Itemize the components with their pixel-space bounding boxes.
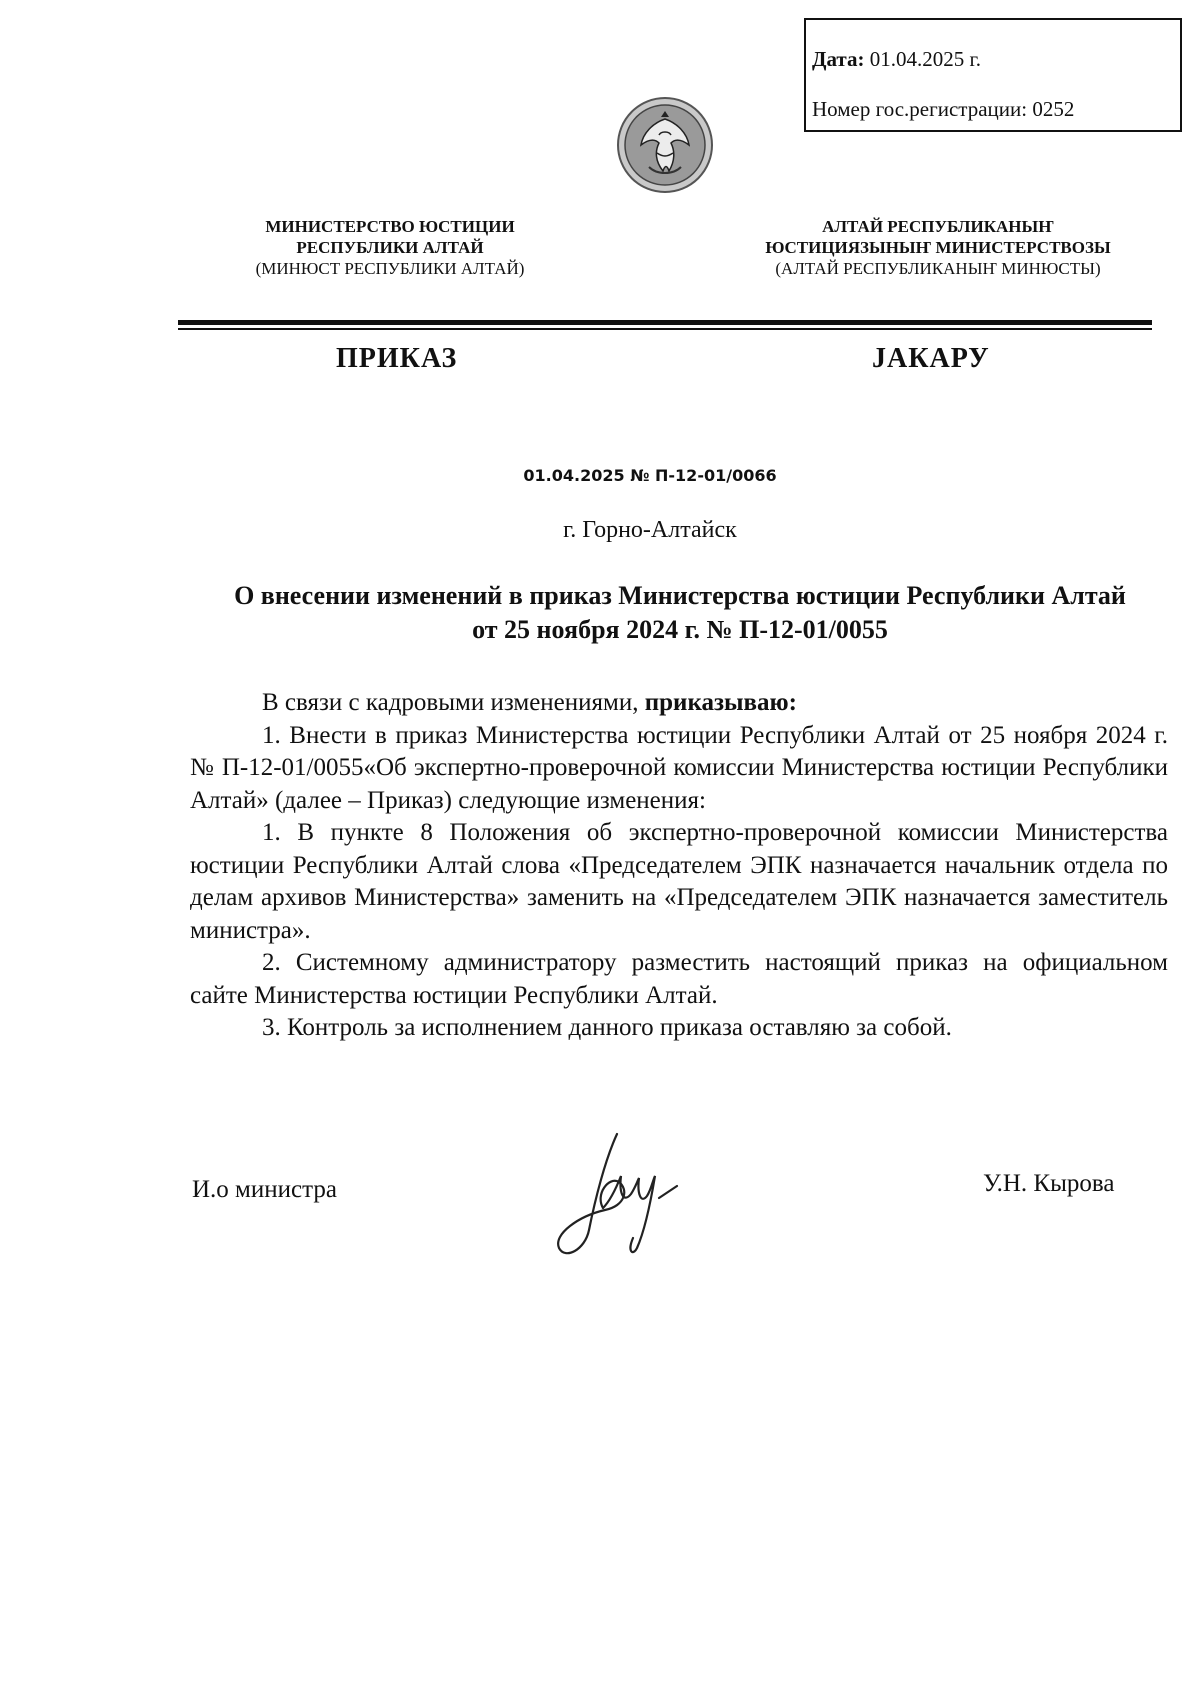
- order-word-alt: ЈАКАРУ: [872, 343, 990, 374]
- registration-date-row: [812, 34, 1180, 84]
- body-intro-bold: приказываю:: [644, 689, 797, 716]
- republic-emblem-icon: [615, 95, 715, 195]
- ministry-name-ru-line2: РЕСПУБЛИКИ АЛТАЙ: [296, 238, 484, 257]
- body-paragraph-2: 1. В пункте 8 Положения об экспертно-проверочной комиссии Министерства юстиции Республики Алтай слова «Председателем ЭПК назначается начальник отдела по делам архивов Министерства» заменить на «Председателем ЭПК назначается заместитель министра».: [190, 819, 1168, 944]
- ministry-name-ru-line1: МИНИСТЕРСТВО ЮСТИЦИИ: [265, 217, 515, 236]
- header-rule-thick: [178, 320, 1152, 325]
- body-paragraph-1: 1. Внести в приказ Министерства юстиции Республики Алтай от 25 ноября 2024 г. № П-12-01/0055«Об экспертно-проверочной комиссии Министерства юстиции Республики Алтай» (далее – Приказ) следующие изменения:: [190, 721, 1168, 814]
- order-number: 01.04.2025 № П-12-01/0066: [523, 466, 777, 485]
- signatory-role: И.о министра: [192, 1176, 337, 1203]
- body-intro: В связи с кадровыми изменениями, приказываю:: [262, 689, 797, 716]
- registration-number-label: Номер гос.регистрации:: [812, 97, 1028, 121]
- ministry-header-ru: [180, 216, 600, 279]
- header-rule-thin: [178, 328, 1152, 330]
- registration-date-label: Дата:: [812, 47, 865, 71]
- registration-date-value: 01.04.2025 г.: [869, 47, 981, 71]
- document-title-line2: от 25 ноября 2024 г. № П-12-01/0055: [472, 615, 888, 644]
- order-city: г. Горно-Алтайск: [563, 517, 737, 543]
- document-body: [190, 687, 1168, 1045]
- signatory-name: У.Н. Кырова: [983, 1170, 1115, 1197]
- registration-stamp: [804, 18, 1182, 132]
- ministry-short-name-alt: (АЛТАЙ РЕСПУБЛИКАНЫҤ МИНЮСТЫ): [775, 259, 1101, 278]
- order-word-ru: ПРИКАЗ: [336, 343, 458, 374]
- document-title: [190, 579, 1170, 647]
- ministry-short-name-ru: (МИНЮСТ РЕСПУБЛИКИ АЛТАЙ): [255, 259, 525, 278]
- document-title-line1: О внесении изменений в приказ Министерства юстиции Республики Алтай: [234, 581, 1126, 610]
- handwritten-signature: [545, 1130, 695, 1265]
- ministry-header-alt: [728, 216, 1148, 279]
- body-paragraph-4: 3. Контроль за исполнением данного приказа оставляю за собой.: [262, 1014, 952, 1041]
- registration-number-value: 0252: [1032, 97, 1075, 121]
- body-paragraph-3: 2. Системному администратору разместить настоящий приказ на официальном сайте Министерства юстиции Республики Алтай.: [190, 949, 1168, 1009]
- ministry-name-alt-line1: АЛТАЙ РЕСПУБЛИКАНЫҤ: [822, 217, 1054, 236]
- ministry-name-alt-line2: ЮСТИЦИЯЗЫНЫҤ МИНИСТЕРСТВОЗЫ: [765, 238, 1111, 257]
- registration-number-row: [812, 84, 1180, 134]
